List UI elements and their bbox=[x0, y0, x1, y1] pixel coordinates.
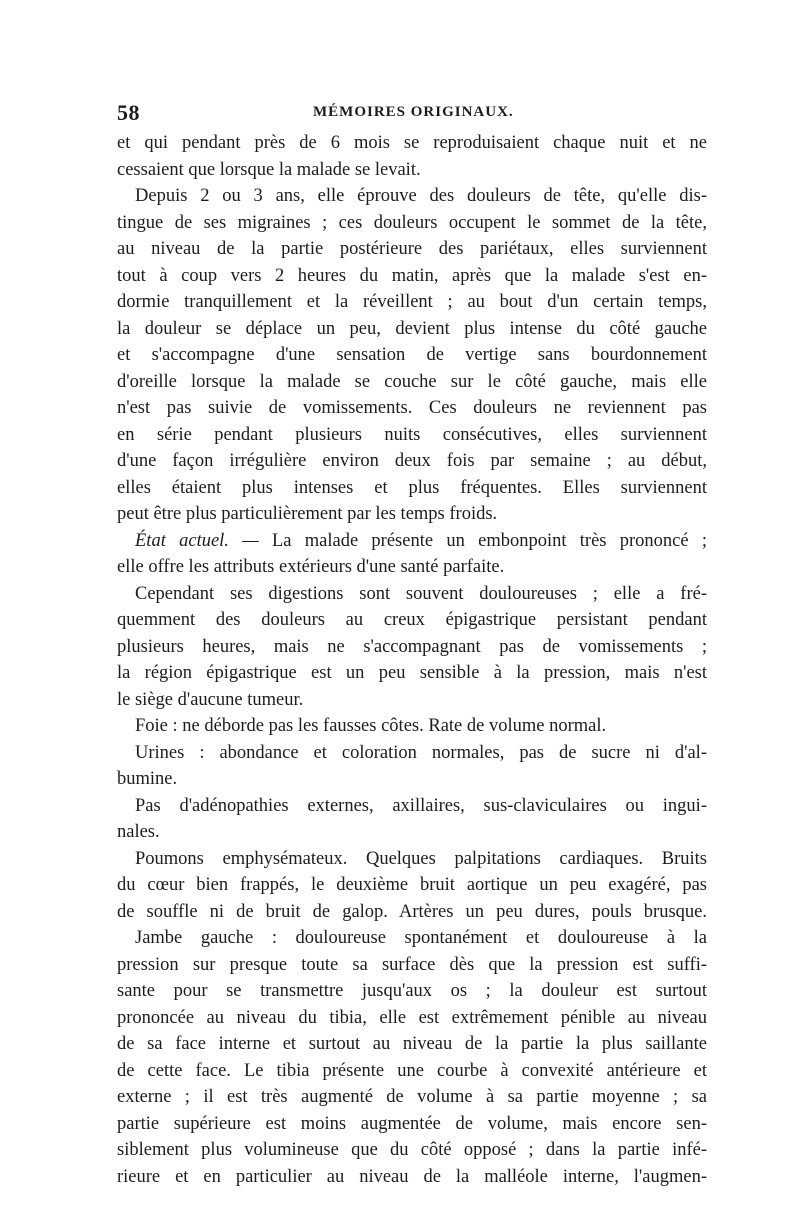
text-line: cessaient que lorsque la malade se levait. bbox=[117, 159, 421, 180]
text-line: tingue de ses migraines ; ces douleurs occupent le sommet de la tête, bbox=[117, 212, 707, 233]
body-text bbox=[117, 130, 707, 1190]
text-line: la douleur se déplace un peu, devient plus intense du côté gauche bbox=[117, 318, 707, 339]
text-line: nales. bbox=[117, 822, 160, 842]
text-line: n'est pas suivie de vomissements. Ces douleurs ne reviennent pas bbox=[117, 398, 707, 418]
text-line: partie supérieure est moins augmentée de volume, mais encore sen- bbox=[117, 1113, 707, 1134]
text-line: Urines : abondance et coloration normales, pas de sucre ni d'al- bbox=[135, 742, 707, 763]
text-line: Foie : ne déborde pas les fausses côtes. Rate de volume normal. bbox=[135, 716, 607, 736]
running-title: MÉMOIRES ORIGINAUX. bbox=[313, 104, 514, 120]
text-line: externe ; il est très augmenté de volume à sa partie moyenne ; sa bbox=[117, 1087, 707, 1107]
text-line: quemment des douleurs au creux épigastrique persistant pendant bbox=[117, 610, 707, 630]
text-line: pression sur presque toute sa surface dès que la pression est suffi- bbox=[117, 954, 707, 975]
text-line: Jambe gauche : douloureuse spontanément et douloureuse à la bbox=[135, 928, 707, 948]
text-line bbox=[117, 528, 707, 555]
text-line: tout à coup vers 2 heures du matin, après que la malade s'est en- bbox=[117, 265, 707, 286]
text-line: Pas d'adénopathies externes, axillaires, sus-claviculaires ou ingui- bbox=[135, 795, 707, 816]
text-line: elles étaient plus intenses et plus fréquentes. Elles surviennent bbox=[117, 477, 707, 498]
text-line: Depuis 2 ou 3 ans, elle éprouve des douleurs de tête, qu'elle dis- bbox=[135, 186, 707, 206]
text-line: d'oreille lorsque la malade se couche sur le côté gauche, mais elle bbox=[117, 371, 707, 392]
text-line: du cœur bien frappés, le deuxième bruit aortique un peu exagéré, pas bbox=[117, 875, 707, 895]
text-line: siblement plus volumineuse que du côté opposé ; dans la partie infé- bbox=[117, 1140, 707, 1160]
text-line: la région épigastrique est un peu sensible à la pression, mais n'est bbox=[117, 663, 707, 683]
text-line: prononcée au niveau du tibia, elle est extrêmement pénible au niveau bbox=[117, 1007, 707, 1028]
text-line: d'une façon irrégulière environ deux fois par semaine ; au début, bbox=[117, 451, 707, 471]
text-line: plusieurs heures, mais ne s'accompagnant pas de vomissements ; bbox=[117, 636, 707, 657]
text-line: en série pendant plusieurs nuits consécutives, elles surviennent bbox=[117, 424, 707, 445]
text-line-rest: La malade présente un embonpoint très prononcé ; bbox=[271, 530, 707, 551]
text-line: elle offre les attributs extérieurs d'une santé parfaite. bbox=[117, 557, 505, 577]
text-line: de cette face. Le tibia présente une courbe à convexité antérieure et bbox=[117, 1060, 707, 1081]
text-line: et qui pendant près de 6 mois se reproduisaient chaque nuit et ne bbox=[117, 133, 707, 153]
page-header bbox=[117, 100, 707, 126]
text-line: rieure et en particulier au niveau de la malléole interne, l'augmen- bbox=[117, 1166, 707, 1187]
text-line: de souffle ni de bruit de galop. Artères un peu dures, pouls brusque. bbox=[117, 901, 707, 922]
text-line: peut être plus particulièrement par les temps froids. bbox=[117, 504, 498, 524]
text-line: dormie tranquillement et la réveillent ; au bout d'un certain temps, bbox=[117, 292, 707, 312]
section-lead-italic: État actuel. — bbox=[135, 530, 259, 551]
text-line: au niveau de la partie postérieure des pariétaux, elles surviennent bbox=[117, 239, 707, 259]
text-line: sante pour se transmettre jusqu'aux os ; la douleur est surtout bbox=[117, 981, 707, 1001]
text-line: et s'accompagne d'une sensation de vertige sans bourdonnement bbox=[117, 345, 707, 365]
text-line: de sa face interne et surtout au niveau de la partie la plus saillante bbox=[117, 1034, 707, 1054]
text-line: le siège d'aucune tumeur. bbox=[117, 689, 304, 710]
text-line: Cependant ses digestions sont souvent douloureuses ; elle a fré- bbox=[135, 583, 707, 604]
page-number: 58 bbox=[117, 100, 140, 125]
text-line: Poumons emphysémateux. Quelques palpitations cardiaques. Bruits bbox=[135, 848, 707, 869]
text-line: bumine. bbox=[117, 769, 178, 789]
